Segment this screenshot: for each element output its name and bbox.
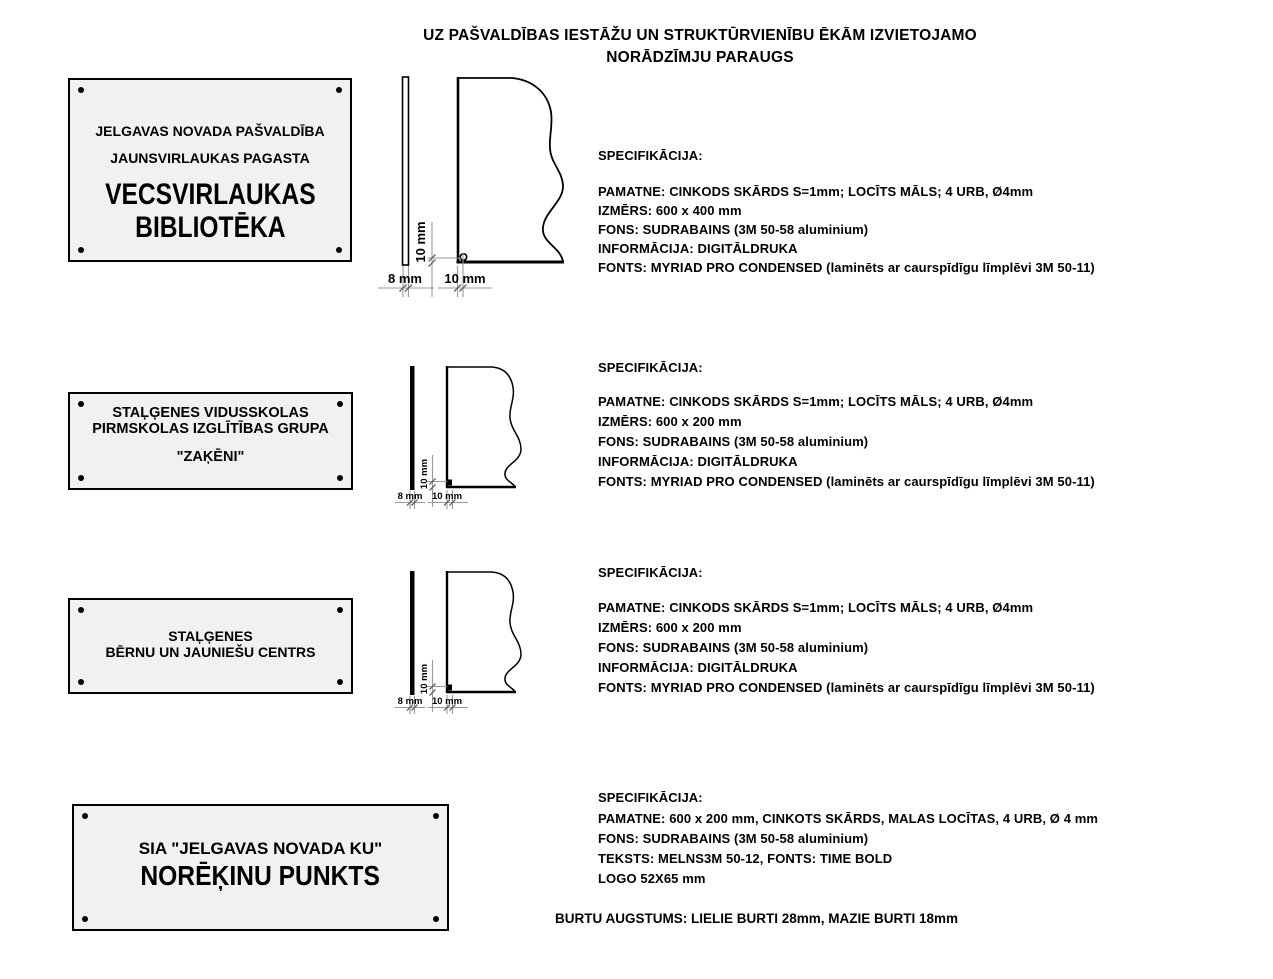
spec-line: FONS: SUDRABAINS (3M 50-58 aluminium) — [598, 831, 869, 846]
sign-plate-vecsvirlaukas-biblioteka — [68, 78, 352, 262]
mounting-hole-dot — [433, 813, 439, 819]
page-title-line-1: UZ PAŠVALDĪBAS IESTĀŽU UN STRUKTŪRVIENĪBU ĒKĀM IZVIETOJAMO — [423, 27, 977, 44]
mounting-hole-dot — [433, 916, 439, 922]
plate-side-view — [410, 366, 415, 490]
dimension-label-thickness: 8 mm — [388, 271, 422, 286]
plate-side-view — [403, 77, 409, 265]
spec-block-1 — [598, 146, 1095, 277]
letter-height-note: BURTU AUGSTUMS: LIELIE BURTI 28mm, MAZIE BURTI 18mm — [555, 911, 959, 926]
spec-line: FONTS: MYRIAD PRO CONDENSED (laminēts ar caurspīdīgu līmplēvi 3M 50-11) — [598, 260, 1095, 275]
spec-heading: SPECIFIKĀCIJA: — [598, 790, 703, 805]
plate-text-line: "ZAĶĒNI" — [176, 449, 245, 465]
spec-line: FONS: SUDRABAINS (3M 50-58 aluminium) — [598, 434, 869, 449]
spec-line: TEKSTS: MELNS3M 50-12, FONTS: TIME BOLD — [598, 851, 893, 866]
plate-text-line: SIA "JELGAVAS NOVADA KU" — [138, 839, 383, 858]
spec-block-4 — [598, 788, 1098, 889]
mounting-hole-dot — [82, 813, 88, 819]
plate-text-line: PIRMSKOLAS IZGLĪTĪBAS GRUPA — [92, 421, 329, 437]
mounting-hole-dot — [337, 401, 343, 407]
mounting-hole-dot — [78, 475, 84, 481]
spec-line: INFORMĀCIJA: DIGITĀLDRUKA — [598, 660, 798, 675]
plate-text-line: STAĻĢENES — [168, 628, 253, 644]
plate-side-view — [410, 571, 415, 695]
plate-front-view — [458, 78, 563, 262]
mounting-hole-dot — [337, 679, 343, 685]
page-title-line-2: NORĀDZĪMJU PARAUGS — [606, 49, 794, 66]
plate-front-view — [447, 367, 521, 487]
cross-section-diagram-3 — [395, 565, 540, 717]
page-title — [250, 25, 1150, 69]
plate-text-line: STAĻĢENES VIDUSSKOLAS — [112, 405, 309, 421]
mounting-hole-dot — [336, 87, 342, 93]
cross-section-diagram-1 — [375, 70, 585, 302]
spec-line: PAMATNE: CINKODS SKĀRDS S=1mm; LOCĪTS MĀLS; 4 URB, Ø4mm — [598, 600, 1034, 615]
mounting-hole-dot — [337, 607, 343, 613]
dimension-label-hole-offset-vertical: 10 mm — [419, 458, 430, 490]
mounting-hole-dot — [78, 679, 84, 685]
dimension-label-hole-offset-horizontal: 10 mm — [444, 271, 486, 286]
dimension-label-thickness: 8 mm — [397, 696, 423, 707]
sign-plate-bernu-jauniesu-centrs — [68, 598, 353, 694]
spec-heading: SPECIFIKĀCIJA: — [598, 148, 703, 163]
sign-plate-zakeni — [68, 392, 353, 490]
mounting-hole-dot — [78, 607, 84, 613]
spec-line: IZMĒRS: 600 x 200 mm — [598, 620, 742, 635]
spec-line: IZMĒRS: 600 x 200 mm — [598, 414, 742, 429]
plate-text-line: VECSVIRLAUKAS — [104, 178, 316, 211]
spec-line: PAMATNE: 600 x 200 mm, CINKOTS SKĀRDS, MALAS LOCĪTAS, 4 URB, Ø 4 mm — [598, 811, 1099, 826]
mounting-hole-dot — [82, 916, 88, 922]
dimension-label-hole-offset-vertical: 10 mm — [419, 663, 430, 695]
spec-line: FONTS: MYRIAD PRO CONDENSED (laminēts ar caurspīdīgu līmplēvi 3M 50-11) — [598, 680, 1095, 695]
spec-line: PAMATNE: CINKODS SKĀRDS S=1mm; LOCĪTS MĀLS; 4 URB, Ø4mm — [598, 184, 1034, 199]
spec-line: INFORMĀCIJA: DIGITĀLDRUKA — [598, 241, 798, 256]
spec-line: INFORMĀCIJA: DIGITĀLDRUKA — [598, 454, 798, 469]
mounting-hole-dot — [336, 247, 342, 253]
plate-text-line: BIBLIOTĒKA — [134, 211, 286, 244]
spec-line: IZMĒRS: 600 x 400 mm — [598, 203, 742, 218]
dimension-label-hole-offset-vertical: 10 mm — [413, 221, 428, 263]
plate-text-line: JELGAVAS NOVADA PAŠVALDĪBA — [95, 123, 325, 139]
spec-line: FONTS: MYRIAD PRO CONDENSED (laminēts ar caurspīdīgu līmplēvi 3M 50-11) — [598, 474, 1095, 489]
mounting-hole — [448, 685, 453, 691]
mounting-hole-dot — [78, 401, 84, 407]
mounting-hole — [448, 480, 453, 486]
mounting-hole-dot — [78, 87, 84, 93]
dimension-label-hole-offset-horizontal: 10 mm — [431, 696, 463, 707]
sign-plate-norekinu-punkts — [72, 804, 449, 931]
spec-line: FONS: SUDRABAINS (3M 50-58 aluminium) — [598, 640, 869, 655]
spec-heading: SPECIFIKĀCIJA: — [598, 565, 703, 580]
mounting-hole-dot — [337, 475, 343, 481]
mounting-hole-dot — [78, 247, 84, 253]
spec-block-2 — [598, 358, 1095, 492]
plate-front-view — [447, 572, 521, 692]
cross-section-diagram-2 — [395, 360, 540, 512]
spec-heading: SPECIFIKĀCIJA: — [598, 360, 703, 375]
spec-line: LOGO 52X65 mm — [598, 871, 706, 886]
spec-line: PAMATNE: CINKODS SKĀRDS S=1mm; LOCĪTS MĀLS; 4 URB, Ø4mm — [598, 394, 1034, 409]
plate-text-line: NORĒĶINU PUNKTS — [140, 860, 381, 891]
dimension-label-hole-offset-horizontal: 10 mm — [431, 491, 463, 502]
spec-block-3 — [598, 563, 1095, 698]
spec-line: FONS: SUDRABAINS (3M 50-58 aluminium) — [598, 222, 869, 237]
plate-text-line: BĒRNU UN JAUNIEŠU CENTRS — [105, 644, 316, 660]
dimension-label-thickness: 8 mm — [397, 491, 423, 502]
plate-text-line: JAUNSVIRLAUKAS PAGASTA — [110, 150, 310, 166]
